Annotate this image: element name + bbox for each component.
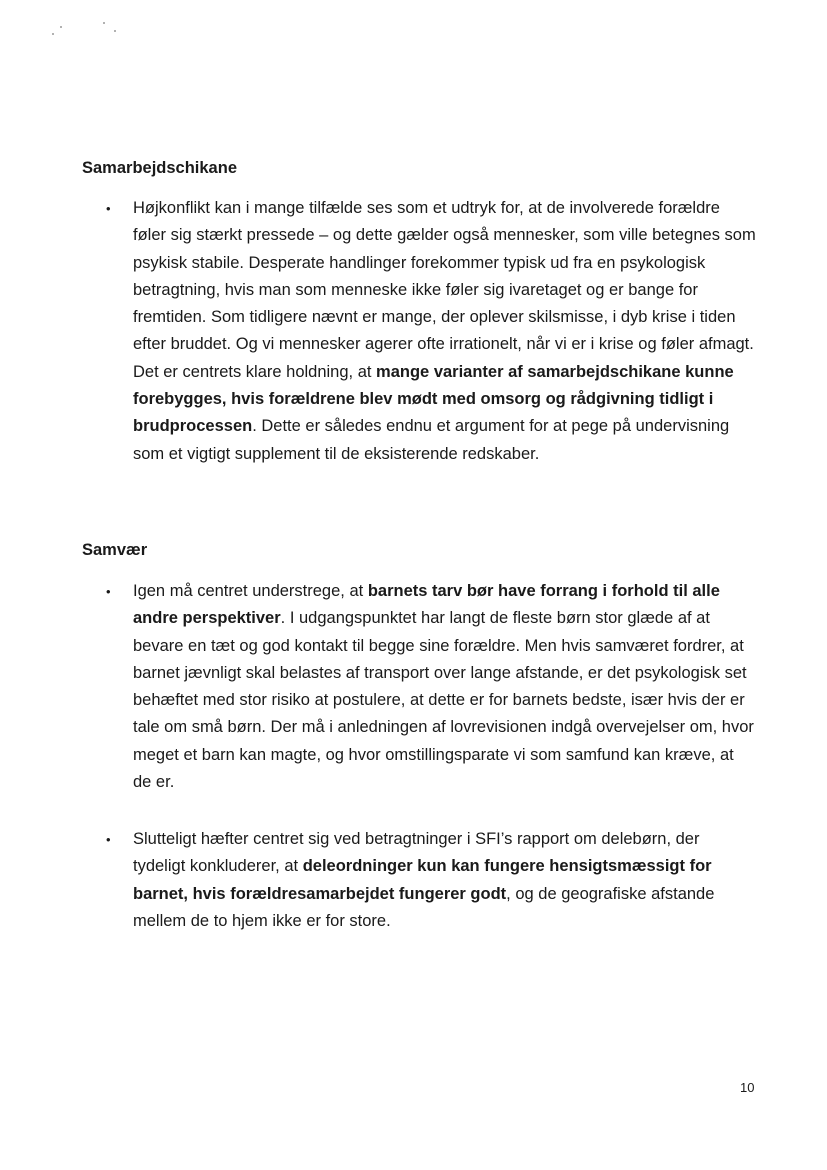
text-segment: , og de geografiske afstande mellem de to hjem ikke er for store. <box>133 884 715 930</box>
bullet-item <box>106 826 756 935</box>
scan-speck <box>52 33 54 35</box>
bullet-marker: • <box>106 201 111 216</box>
text-segment: Igen må centret understrege, at <box>133 582 368 600</box>
bold-text-segment: mange varianter af samarbejdschikane kunne forebygges, hvis forældrene blev mødt med omsorg og rådgivning tidligt i brudprocessen <box>133 362 734 436</box>
section-heading-samvaer: Samvær <box>82 541 148 559</box>
bullet-paragraph <box>106 578 756 796</box>
bullet-item <box>106 578 756 796</box>
text-segment: Højkonflikt kan i mange tilfælde ses som et udtryk for, at de involverede forældre føler sig stærkt pressede – og dette gælder også mennesker, som ville betegnes som psykisk stabile. Desperate handlinger forekommer typisk ud fra en psykologisk betragtning, hvis man som menneske ikke føler sig ivaretaget og er bange for fremtiden. Som tidligere nævnt er mange, der oplever skilsmisse, i dyb krise i tiden efter bruddet. Og vi mennesker agerer ofte irrationelt, når vi er i krise og føler afmagt. Det er centrets klare holdning, at <box>133 199 756 381</box>
bullet-marker: • <box>106 584 111 599</box>
bold-text-segment: deleordninger kun kan fungere hensigtsmæssigt for barnet, hvis forældresamarbejdet fungerer godt <box>133 857 712 903</box>
bullet-paragraph <box>106 826 756 935</box>
bullet-paragraph <box>106 195 756 468</box>
bold-text-segment: barnets tarv bør have forrang i forhold til alle andre perspektiver <box>133 582 720 628</box>
bullet-marker: • <box>106 832 111 847</box>
text-segment: . Dette er således endnu et argument for at pege på undervisning som et vigtigt supplement til de eksisterende redskaber. <box>133 417 730 463</box>
text-segment: Slutteligt hæfter centret sig ved betragtninger i SFI’s rapport om delebørn, der tydeligt konkluderer, at <box>133 830 700 876</box>
section-heading-samarbejdschikane: Samarbejdschikane <box>82 159 237 177</box>
bullet-item <box>106 195 756 468</box>
text-segment: . I udgangspunktet har langt de fleste børn stor glæde af at bevare en tæt og god kontakt til begge sine forældre. Men hvis samværet fordrer, at barnet jævnligt skal belastes af transport over lange afstande, er det psykologisk set behæftet med stor risiko at postulere, at dette er for barnets bedste, især hvis der er tale om små børn. Der må i anledningen af lovrevisionen indgå overvejelser om, hvor meget et barn kan magte, og hvor omstillingsparate vi som samfund kan kræve, at de er. <box>133 609 754 792</box>
scan-speck <box>114 30 116 32</box>
page-number: 10 <box>740 1080 755 1095</box>
scan-speck <box>103 22 105 24</box>
scan-speck <box>60 26 62 28</box>
